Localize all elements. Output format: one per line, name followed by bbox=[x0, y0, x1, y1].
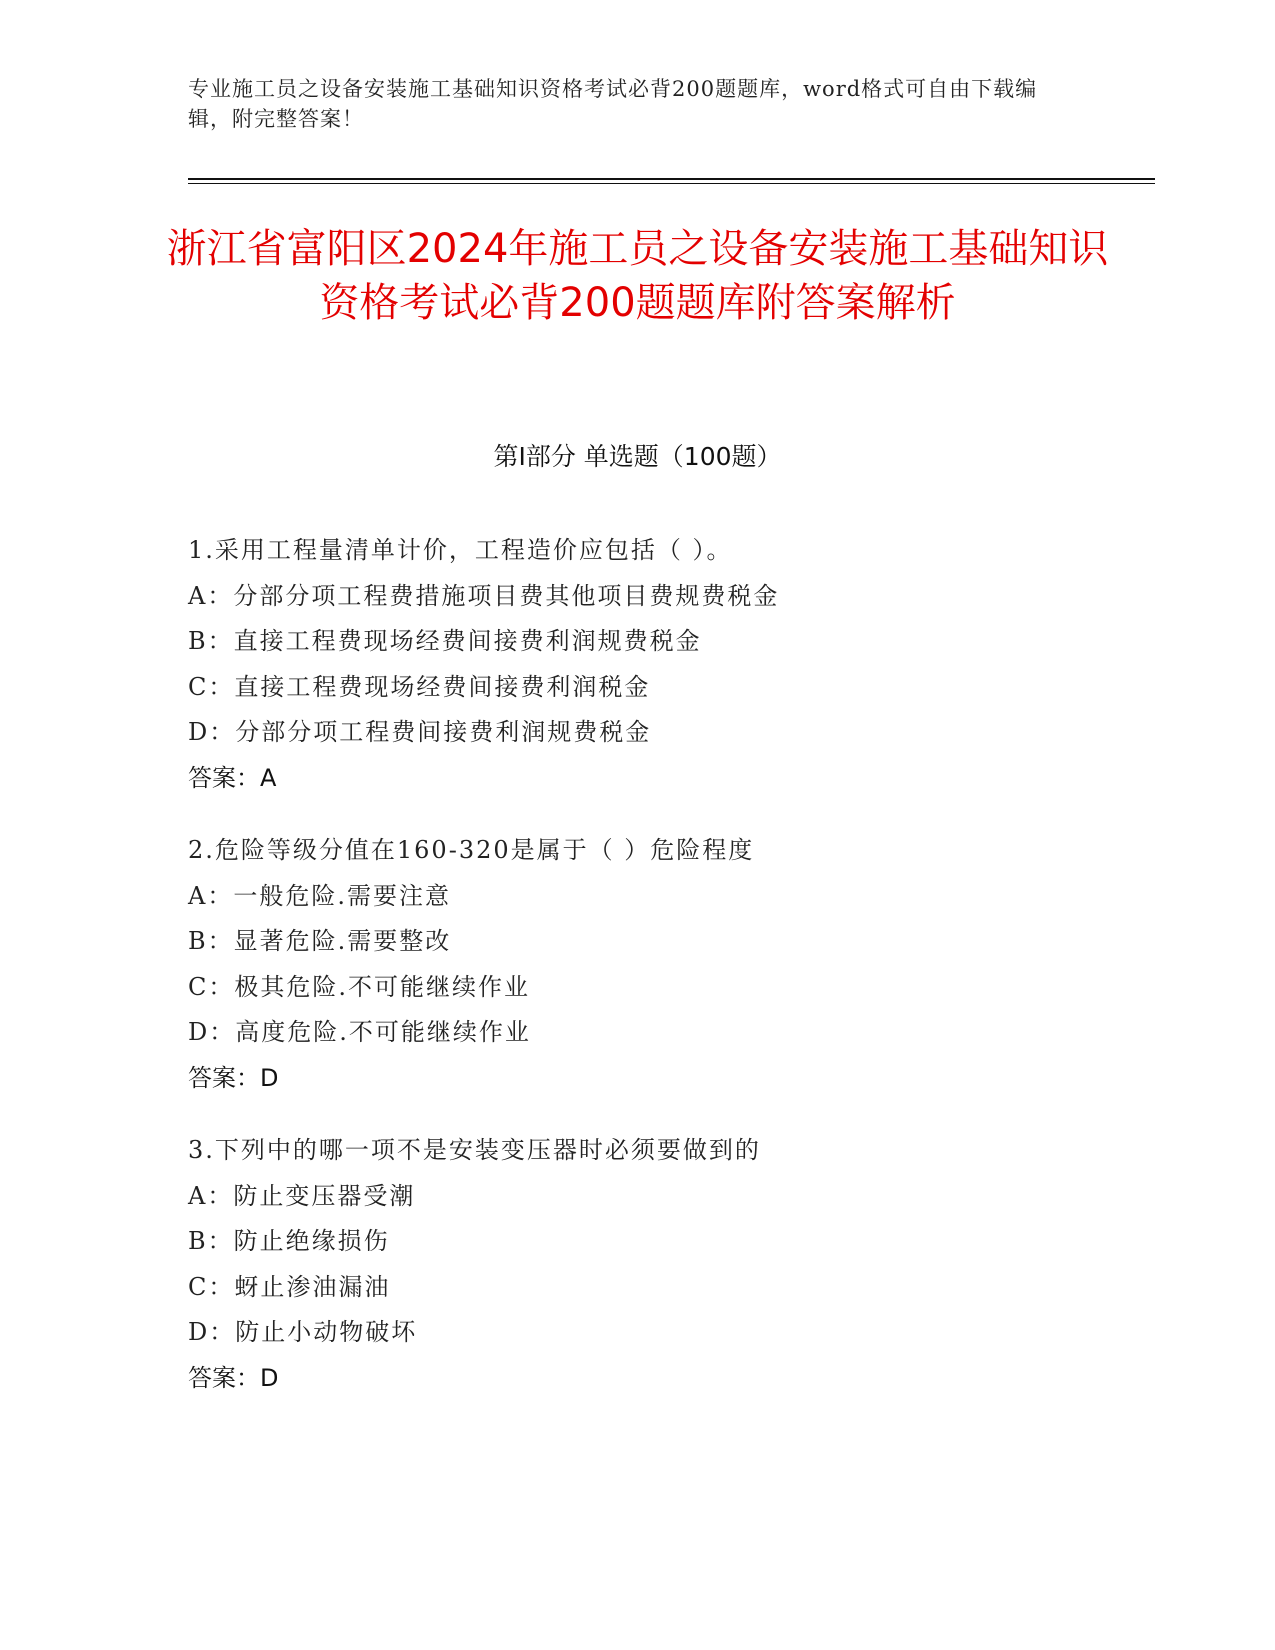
header-divider-thick bbox=[188, 178, 1155, 180]
option-c: C：极其危险.不可能继续作业 bbox=[188, 972, 530, 1001]
question-3 bbox=[188, 1128, 1148, 1401]
question-stem: 2.危险等级分值在160-320是属于（ ）危险程度 bbox=[188, 836, 755, 864]
document-title: 浙江省富阳区2024年施工员之设备安装施工基础知识资格考试必背200题题库附答案解析 bbox=[166, 226, 1109, 326]
option-b: B：显著危险.需要整改 bbox=[188, 927, 452, 955]
option-d: D：分部分项工程费间接费利润规费税金 bbox=[188, 718, 652, 746]
answer: 答案：D bbox=[188, 1063, 279, 1092]
question-2 bbox=[188, 828, 1148, 1101]
section-title: 第Ⅰ部分 单选题（100题） bbox=[493, 442, 782, 471]
question-stem: 1.采用工程量清单计价，工程造价应包括（ ）。 bbox=[188, 536, 733, 564]
header-divider-thin bbox=[188, 183, 1155, 184]
option-b: B：防止绝缘损伤 bbox=[188, 1227, 390, 1255]
question-stem: 3.下列中的哪一项不是安装变压器时必须要做到的 bbox=[188, 1136, 761, 1164]
option-c: C：直接工程费现场经费间接费利润税金 bbox=[188, 672, 651, 701]
question-list bbox=[188, 528, 1148, 1428]
answer: 答案：D bbox=[188, 1363, 279, 1392]
option-b: B：直接工程费现场经费间接费利润规费税金 bbox=[188, 627, 702, 655]
option-a: A：防止变压器受潮 bbox=[188, 1181, 416, 1210]
option-d: D：防止小动物破坏 bbox=[188, 1318, 418, 1346]
option-a: A：一般危险.需要注意 bbox=[188, 881, 451, 910]
answer: 答案：A bbox=[188, 763, 277, 792]
header-note: 专业施工员之设备安装施工基础知识资格考试必背200题题库，word格式可自由下载编辑，附完整答案！ bbox=[188, 77, 1038, 131]
option-a: A：分部分项工程费措施项目费其他项目费规费税金 bbox=[188, 581, 780, 610]
question-1 bbox=[188, 528, 1148, 801]
option-c: C：蚜止渗油漏油 bbox=[188, 1272, 391, 1301]
option-d: D：高度危险.不可能继续作业 bbox=[188, 1018, 531, 1046]
